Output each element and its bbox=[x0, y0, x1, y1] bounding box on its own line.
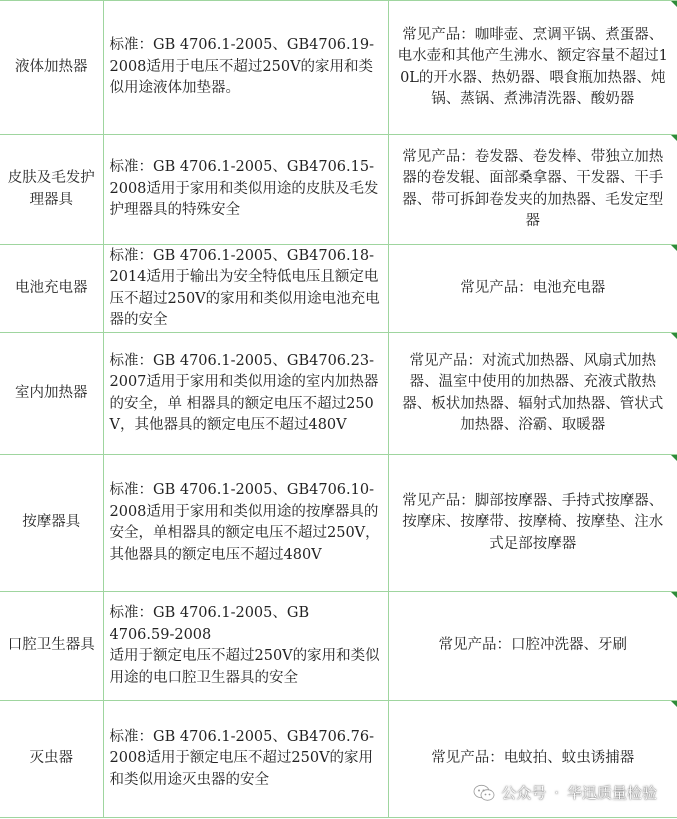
products-cell bbox=[388, 1, 677, 135]
cell-corner-marker bbox=[671, 592, 677, 598]
category-cell: 液体加热器 bbox=[0, 1, 103, 135]
category-cell: 室内加热器 bbox=[0, 333, 103, 455]
cell-corner-marker bbox=[671, 701, 677, 707]
cell-corner-marker bbox=[671, 135, 677, 141]
category-cell: 按摩器具 bbox=[0, 455, 103, 592]
products-cell bbox=[388, 135, 677, 245]
table-row bbox=[0, 333, 677, 455]
products-text: 常见产品：电池充电器 bbox=[460, 279, 606, 296]
standard-cell: 标准：GB 4706.1-2005、GB4706.19-2008适用于电压不超过250V的家用和类似用途液体加垫器。 bbox=[103, 1, 388, 135]
standard-line: 4706.59-2008 bbox=[109, 626, 212, 643]
standard-cell: 标准：GB 4706.1-2005、GB4706.76-2008适用于额定电压不超过250V的家用和类似用途灭虫器的安全 bbox=[103, 701, 388, 818]
cell-corner-marker bbox=[671, 455, 677, 461]
table-row bbox=[0, 135, 677, 245]
category-cell: 灭虫器 bbox=[0, 701, 103, 818]
products-cell bbox=[388, 592, 677, 701]
category-cell: 电池充电器 bbox=[0, 245, 103, 333]
products-cell bbox=[388, 455, 677, 592]
cell-corner-marker bbox=[671, 333, 677, 339]
standard-cell: 标准：GB 4706.1-2005、GB4706.10-2008适用于家用和类似用途的按摩器具的安全，单相器具的额定电压不超过250V，其他器具的额定电压不超过480V bbox=[103, 455, 388, 592]
watermark-separator: · bbox=[554, 783, 559, 802]
products-text: 常见产品：电蚊拍、蚊虫诱捕器 bbox=[431, 750, 635, 767]
table-row bbox=[0, 245, 677, 333]
standard-line: 标准：GB 4706.1-2005、GB bbox=[109, 605, 310, 621]
table-row bbox=[0, 455, 677, 592]
products-text: 常见产品：咖啡壶、烹调平锅、煮蛋器、电水壶和其他产生沸水、额定容量不超过10L的开水器、热奶器、喂食瓶加热器、炖锅、蒸锅、煮沸清洗器、酸奶器 bbox=[397, 26, 668, 107]
category-cell: 皮肤及毛发护理器具 bbox=[0, 135, 103, 245]
products-text: 常见产品：对流式加热器、风扇式加热器、温室中使用的加热器、充液式散热器、板状加热器、辐射式加热器、管状式加热器、浴霸、取暖器 bbox=[402, 352, 664, 433]
products-text: 常见产品：口腔冲洗器、牙刷 bbox=[438, 637, 627, 654]
table-row bbox=[0, 1, 677, 135]
standard-cell: 标准：GB 4706.1-2005、GB4706.18-2014适用于输出为安全特低电压且额定电压不超过250V的家用和类似用途电池充电器的安全 bbox=[103, 245, 388, 333]
watermark-account-name: 华迅质量检验 bbox=[566, 784, 657, 802]
products-cell bbox=[388, 245, 677, 333]
standard-line: 适用于额定电压不超过250V的家用和类似用途的电口腔卫生器具的安全 bbox=[109, 648, 380, 686]
standard-cell bbox=[103, 592, 388, 701]
cell-corner-marker bbox=[671, 245, 677, 251]
products-text: 常见产品：脚部按摩器、手持式按摩器、按摩床、按摩带、按摩椅、按摩垫、注水式足部按摩器 bbox=[402, 492, 664, 552]
products-cell bbox=[388, 333, 677, 455]
standard-cell: 标准：GB 4706.1-2005、GB4706.15-2008适用于家用和类似用途的皮肤及毛发护理器具的特殊安全 bbox=[103, 135, 388, 245]
standard-cell: 标准：GB 4706.1-2005、GB4706.23-2007适用于家用和类似用途的室内加热器的安全，单 相器具的额定电压不超过250V，其他器具的额定电压不超过480V bbox=[103, 333, 388, 455]
watermark bbox=[473, 782, 657, 803]
category-cell: 口腔卫生器具 bbox=[0, 592, 103, 701]
wechat-icon bbox=[473, 784, 495, 802]
products-text: 常见产品：卷发器、卷发棒、带独立加热器的卷发辊、面部桑拿器、干发器、干手器、带可拆卸卷发夹的加热器、毛发定型器 bbox=[402, 148, 664, 229]
table-row bbox=[0, 592, 677, 701]
cell-corner-marker bbox=[671, 1, 677, 7]
watermark-prefix: 公众号 bbox=[501, 784, 547, 802]
